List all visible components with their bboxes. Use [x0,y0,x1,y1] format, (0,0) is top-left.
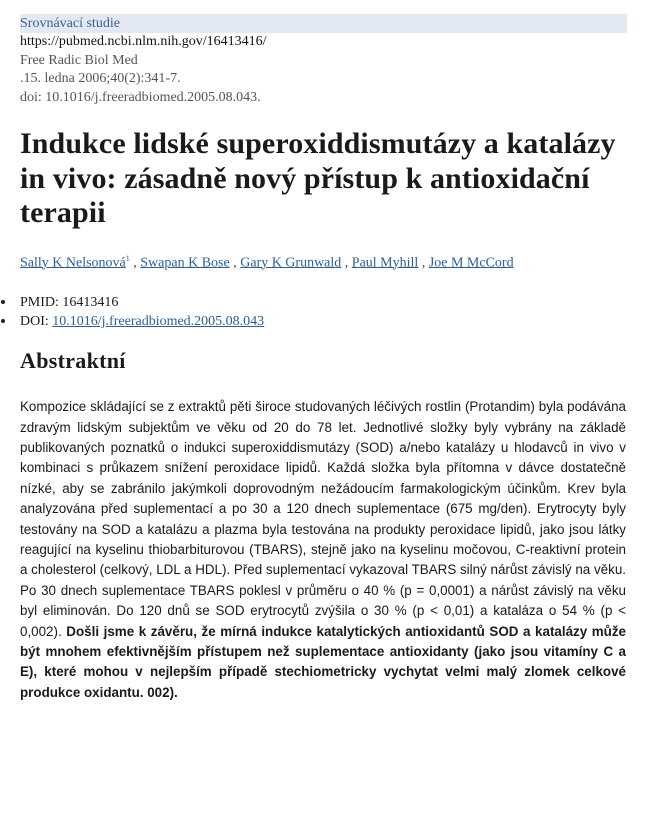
affiliation-marker[interactable]: 1 [125,253,130,263]
abstract-text: Kompozice skládající se z extraktů pěti široce studovaných léčivých rostlin (Protandim) byla podávána zdravým lidským subjektům ve věku od 20 do 78 let. Jednotlivé složky byly vybrány na základě publikovaných poznatků o indukci superoxiddismutázy (SOD) a/nebo katalázy u hlodavců in vivo v kombinaci s průkazem snížení peroxidace lipidů. Každá složka byla přítomna v dávce dostatečně nízké, aby se zabránilo jakýmkoli doprovodným nežádoucím farmakologickým účinkům. Krev byla analyzována před suplementací a po 30 a 120 dnech suplementace (675 mg/den). Erytrocyty byly testovány na SOD a katalázu a plazma byla testována na produkty peroxidace lipidů, jako jsou látky reagující na kyselinu thiobarbiturovou (TBARS), stejně jako na kyselinu močovou, C-reaktivní protein a cholesterol (celkový, LDL a HDL). Před suplementací vykazoval TBARS silný nárůst závislý na věku. Po 30 dnech suplementace TBARS poklesl v průměru o 40 % (p = 0,0001) a nárůst závislý na věku byl eliminován. Do 120 dnů se SOD erytrocytů zvýšila o 30 % (p < 0,01) a kataláza o 54 % (p < 0,002). [20,399,626,639]
author-link[interactable]: Sally K Nelsonová [20,255,126,271]
pmid-label: PMID: [20,295,59,311]
bullet-icon [1,300,5,304]
doi-label: DOI: [20,314,49,330]
identifiers [20,293,627,331]
doi-link[interactable]: 10.1016/j.freeradbiomed.2005.08.043 [52,314,265,330]
author-link[interactable]: Gary K Grunwald [240,255,342,271]
author-link[interactable]: Joe M McCord [428,255,514,271]
pmid-row [20,293,627,312]
article-title: Indukce lidské superoxiddismutázy a katalázy in vivo: zásadně nový přístup k antioxidační terapii [20,127,616,229]
doi-row [20,312,627,331]
abstract-conclusion: Došli jsme k závěru, že mírná indukce katalytických antioxidantů SOD a katalázy může být mnohem efektivnějším přístupem než suplementace antioxidanty (jako jsou vitamíny C a E), které mohou v nejlepším případě stechiometricky vychytat velmi malý zlomek celkové produkce oxidantu. 002). [20,623,626,700]
publication-date: .15. ledna 2006;40(2):341-7. [20,71,181,86]
author-link[interactable]: Paul Myhill [351,255,419,271]
author-link[interactable]: Swapan K Bose [140,255,230,271]
document-page [20,14,627,703]
abstract-body [20,397,626,703]
pmid-value: 16413416 [62,295,119,311]
doi-citation: doi: 10.1016/j.freeradbiomed.2005.08.043. [20,89,261,105]
publication-type: Srovnávací studie [20,14,627,33]
journal-name: Free Radic Biol Med [20,52,138,68]
abstract-heading: Abstraktní [20,348,126,374]
author-list: Sally K Nelsonová$^1$ , Swapan K Bose , Gary K Grunwald , Paul Myhill , Joe M McCord [20,253,514,271]
bullet-icon [1,319,5,323]
source-url[interactable]: https://pubmed.ncbi.nlm.nih.gov/16413416/ [20,34,267,49]
